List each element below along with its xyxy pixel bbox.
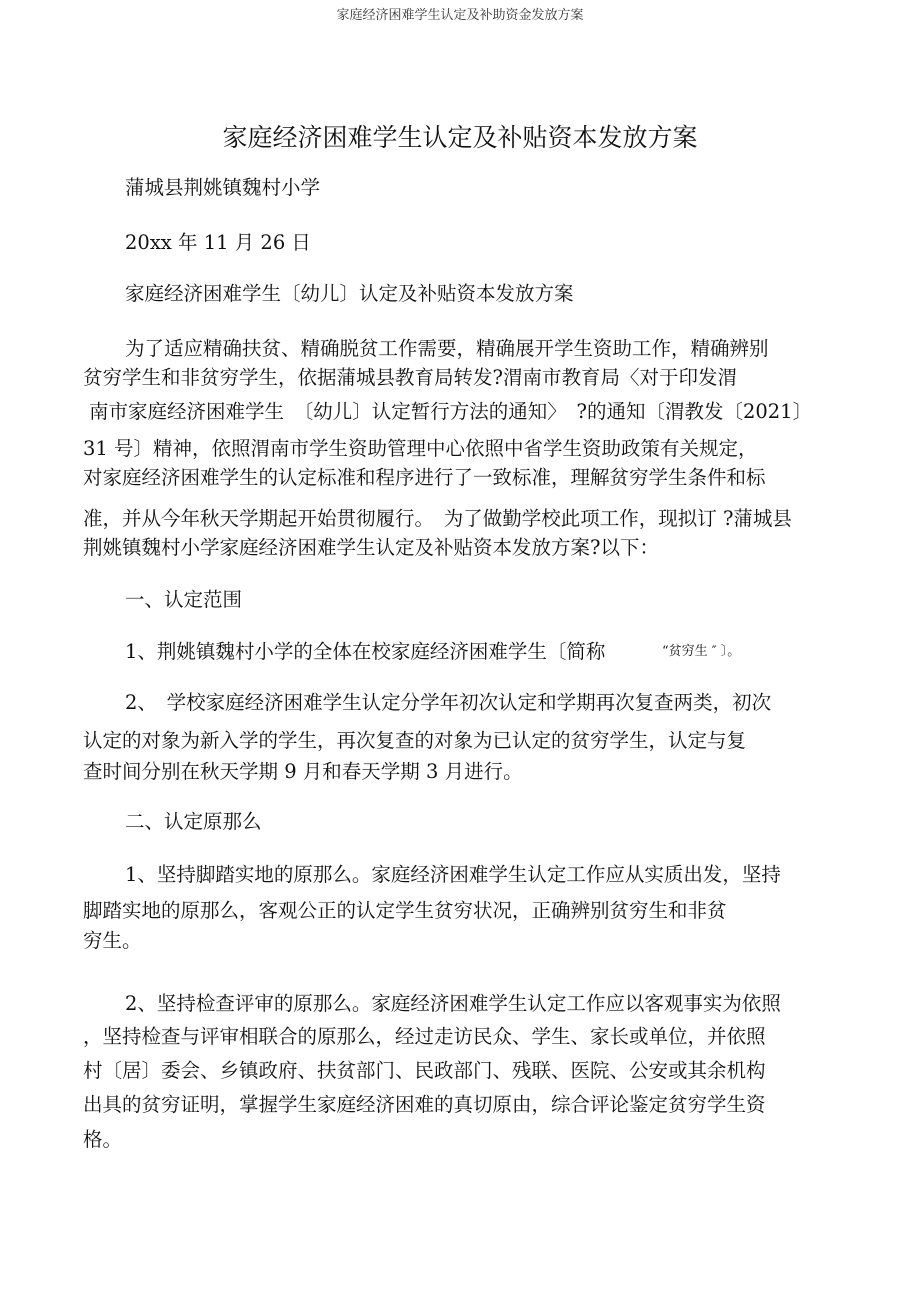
paragraph-line: 1、坚持脚踏实地的原那么。家庭经济困难学生认定工作应从实质出发，坚持 (125, 863, 781, 886)
paragraph-line: 穷生。 (83, 929, 142, 952)
paragraph-line: 格。 (83, 1128, 123, 1151)
paragraph-line: 查时间分别在秋天学期 9 月和春天学期 3 月进行。 (83, 760, 523, 783)
quoted-term: “贫穷生 ″ 〕。 (662, 644, 741, 659)
paragraph-line: 出具的贫穷证明，掌握学生家庭经济困难的真切原由，综合评论鉴定贫穷学生资 (83, 1093, 766, 1116)
document-date: 20xx 年 11 月 26 日 (125, 231, 311, 254)
paragraph-line: 31 号〕精神，依照渭南市学生资助管理中心依照中省学生资助政策有关规定， (83, 437, 758, 460)
paragraph-line: 1、荆姚镇魏村小学的全体在校家庭经济困难学生〔简称 (125, 640, 606, 663)
paragraph-line: 认定的对象为新入学的学生，再次复查的对象为已认定的贫穷学生，认定与复 (83, 729, 747, 752)
paragraph-line: ，坚持检查与评审相联合的原那么，经过走访民众、学生、家长或单位，并依照 (83, 1025, 766, 1048)
paragraph-line: 南市家庭经济困难学生 〔幼儿〕认定暂行方法的通知〉 ?的通知〔渭教发〔2021〕 (89, 400, 813, 423)
document-subtitle: 家庭经济困难学生〔幼儿〕认定及补贴资本发放方案 (125, 282, 574, 305)
paragraph-line: 村〔居〕委会、乡镇政府、扶贫部门、民政部门、残联、医院、公安或其余机构 (83, 1059, 766, 1082)
paragraph-line: 2、坚持检查评审的原那么。家庭经济困难学生认定工作应以客观事实为依照 (125, 992, 781, 1015)
paragraph-line: 荆姚镇魏村小学家庭经济困难学生认定及补贴资本发放方案?以下： (83, 536, 659, 559)
paragraph-line: 脚踏实地的原那么，客观公正的认定学生贫穷状况，正确辨别贫穷生和非贫 (83, 899, 727, 922)
paragraph-line: 贫穷学生和非贫穷学生，依据蒲城县教育局转发?渭南市教育局〈对于印发渭 (83, 366, 737, 389)
section-heading: 一、认定范围 (125, 588, 243, 611)
paragraph-line: 2、 学校家庭经济困难学生认定分学年初次认定和学期再次复查两类，初次 (125, 691, 772, 714)
paragraph-line: 为了适应精确扶贫、精确脱贫工作需要，精确展开学生资助工作，精确辨别 (125, 337, 769, 360)
running-header: 家庭经济困难学生认定及补助资金发放方案 (336, 8, 584, 23)
school-name: 蒲城县荆姚镇魏村小学 (125, 176, 321, 199)
document-title: 家庭经济困难学生认定及补贴资本发放方案 (222, 123, 698, 152)
section-heading: 二、认定原那么 (125, 810, 262, 833)
paragraph-line: 对家庭经济困难学生的认定标准和程序进行了一致标准，理解贫穷学生条件和标 (83, 466, 766, 489)
paragraph-line: 准，并从今年秋天学期起开始贯彻履行。 为了做勤学校此项工作，现拟订 ?蒲城县 (83, 507, 792, 530)
